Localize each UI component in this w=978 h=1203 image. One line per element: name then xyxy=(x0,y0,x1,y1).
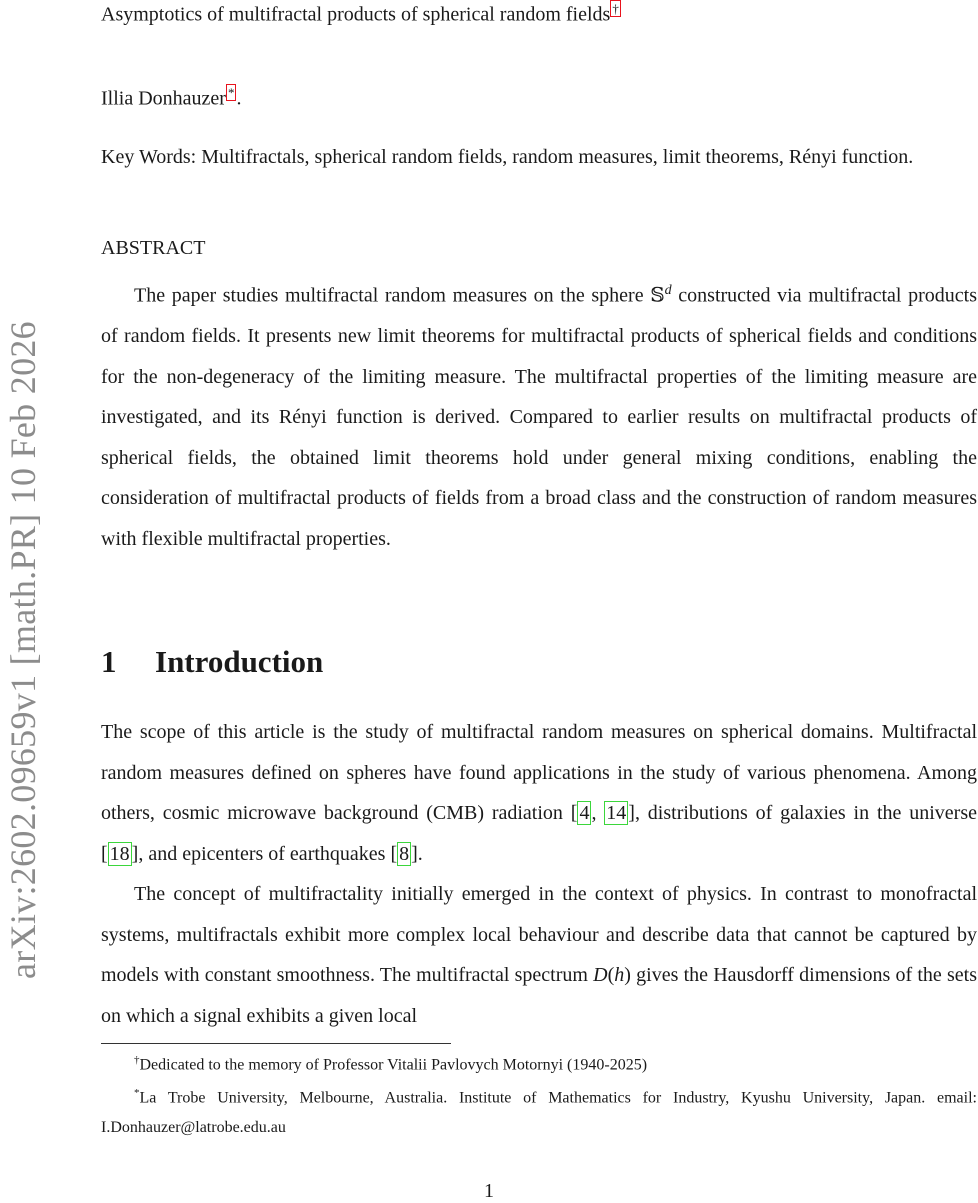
intro-p1-text-1: The scope of this article is the study of multifractal random measures on spherical domains. Multifractal random measures defined on spheres have found applications in the study of various phenomena. Among others, cosmic microwave background (CMB) radiation [ xyxy=(101,721,977,824)
intro-p1-text-3: ], and epicenters of earthquakes [ xyxy=(131,842,398,865)
footnotes xyxy=(101,1046,977,1142)
intro-p1-text-2: ], distributions of galaxies in the universe [ xyxy=(101,802,978,865)
abstract-heading: ABSTRACT xyxy=(101,237,206,259)
footnote-mark-star: * xyxy=(134,1087,140,1100)
page-number: 1 xyxy=(484,1180,494,1202)
section-heading xyxy=(101,644,323,680)
keywords xyxy=(101,137,977,177)
paper-title-text: Asymptotics of multifractal products of spherical random fields xyxy=(101,3,611,26)
footnote-mark-dagger: † xyxy=(134,1054,140,1066)
citation-separator: , xyxy=(591,802,605,824)
section-number: 1 xyxy=(101,644,117,679)
keywords-label: Key Words: xyxy=(101,146,197,168)
keywords-text: Multifractals, spherical random fields, random measures, limit theorems, Rényi function. xyxy=(201,146,914,168)
sphere-exponent: d xyxy=(664,283,672,298)
paper-title xyxy=(101,2,621,27)
author-name: Illia Donhauzer xyxy=(101,87,226,110)
footnote-affiliation xyxy=(101,1079,977,1141)
title-footnote-link[interactable]: † xyxy=(612,1,619,16)
footnote-dedication-text: Dedicated to the memory of Professor Vitalii Pavlovych Motornyi (1940-2025) xyxy=(139,1056,648,1074)
intro-p1-text-4: ]. xyxy=(411,842,423,865)
math-h: h xyxy=(614,964,625,986)
intro-p2-text-1: The concept of multifractality initially emerged in the context of physics. In contrast to monofractal systems, multifractals exhibit more complex local behaviour and describe data that cannot be captured by models with constant smoothness. The multifractal spectrum xyxy=(101,883,977,986)
arxiv-identifier: arXiv:2602.09659v1 [math.PR] 10 Feb 2026 xyxy=(3,321,43,979)
citation-link[interactable]: 18 xyxy=(109,842,130,865)
footnote-divider xyxy=(101,1043,451,1044)
intro-paragraph-2: The concept of multifractality initially emerged in the context of physics. In contrast to monofractal systems, multifractals exhibit more complex local behaviour and describe data that cannot be captured by models with constant smoothness. The multifractal spectrum D(h) gives the Hausdorff dimensions of the sets on which a signal exhibits a given local xyxy=(101,883,977,1027)
intro-paragraph-1 xyxy=(101,712,977,874)
footnote-affiliation-text: La Trobe University, Melbourne, Australia. Institute of Mathematics for Industry, Kyushu University, Japan. email: I.Donhauzer@latrobe.edu.au xyxy=(101,1089,977,1136)
abstract-text-1: The paper studies multifractal random measures on the sphere xyxy=(134,284,651,307)
footnote-dedication xyxy=(101,1046,977,1079)
sphere-symbol: 𝕊 xyxy=(650,284,665,307)
citation-link[interactable]: 8 xyxy=(399,842,410,865)
citation-link[interactable]: 4 xyxy=(579,802,590,824)
arxiv-side-stamp xyxy=(0,290,46,1010)
math-D: D xyxy=(593,964,608,986)
section-title: Introduction xyxy=(155,644,324,679)
author-suffix: . xyxy=(236,87,242,110)
author-footnote-link[interactable]: * xyxy=(227,85,235,100)
citation-link[interactable]: 14 xyxy=(606,802,627,824)
intro-p2-text-2: gives the Hausdorff dimensions of the sets on which a signal exhibits a given local xyxy=(101,964,977,1027)
abstract-body xyxy=(101,271,977,559)
abstract-text-2: constructed via multifractal products of random fields. It presents new limit theorems for multifractal products of spherical fields and conditions for the non-degeneracy of the limiting measure. The multifractal properties of the limiting measure are investigated, and its Rényi function is derived. Compared to earlier results on multifractal products of spherical fields, the obtained limit theorems hold under general mixing conditions, enabling the consideration of multifractal products of fields from a broad class and the construction of random measures with flexible multifractal properties. xyxy=(101,284,977,550)
author-line xyxy=(101,86,241,111)
